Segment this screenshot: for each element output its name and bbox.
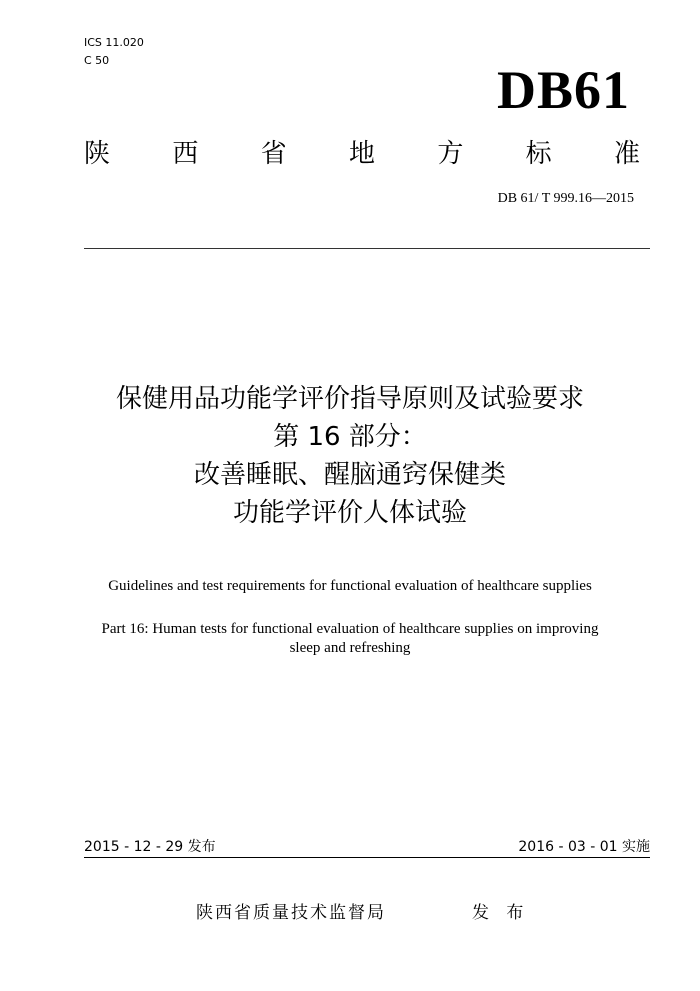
title-line: 功能学评价人体试验 <box>232 498 467 528</box>
ics-code: ICS 11.020 <box>84 36 144 49</box>
standard-type-char: 地 <box>348 139 375 169</box>
english-title-main: Guidelines and test requirements for functional evaluation of healthcare supplies <box>108 578 592 594</box>
standard-type-char: 西 <box>172 139 199 169</box>
standard-type-char: 省 <box>260 139 287 169</box>
chinese-title <box>40 380 660 532</box>
title-line: 保健用品功能学评价指导原则及试验要求 <box>115 384 584 414</box>
issue-label: 发 布 <box>472 903 530 923</box>
implement-date: 2016 - 03 - 01 实施 <box>518 839 650 855</box>
title-line: 改善睡眠、醒脑通窍保健类 <box>193 460 506 490</box>
classification-code: C 50 <box>84 54 110 67</box>
standard-type-heading <box>84 138 640 170</box>
standard-type-char: 标 <box>525 139 552 169</box>
standard-number: DB 61/ T 999.16—2015 <box>497 191 634 206</box>
standard-type-char: 准 <box>613 139 640 169</box>
english-title-part: Part 16: Human tests for functional evaluation of healthcare supplies on improving <box>101 621 599 637</box>
publish-date: 2015 - 12 - 29 发布 <box>84 839 216 855</box>
title-line: 第 16 部分： <box>273 422 427 452</box>
issuing-authority: 陕西省质量技术监督局 <box>196 903 386 923</box>
english-title-part-cont: sleep and refreshing <box>289 640 411 656</box>
footer-divider <box>84 857 650 858</box>
standard-type-char: 陕 <box>84 139 111 169</box>
standard-logo: DB61 <box>496 60 630 120</box>
header-divider <box>84 248 650 249</box>
standard-type-char: 方 <box>437 139 464 169</box>
